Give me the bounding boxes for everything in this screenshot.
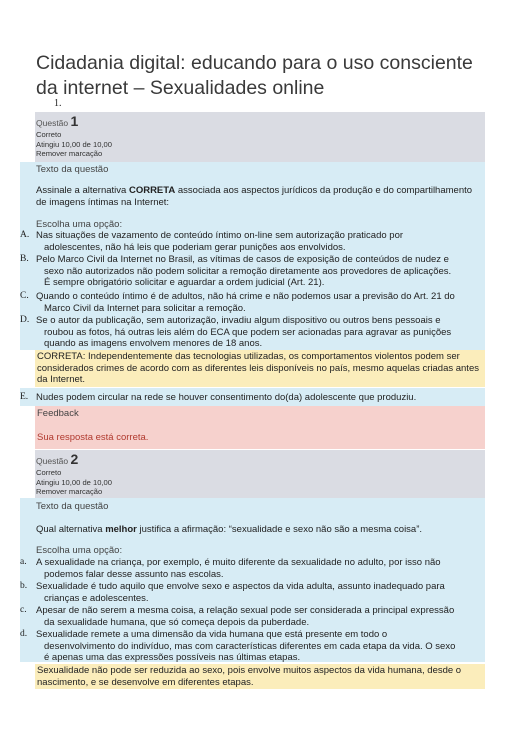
answer-option-c[interactable] — [20, 605, 460, 628]
question-status: Correto — [36, 130, 62, 139]
question-label: Questão — [36, 118, 69, 128]
answer-option-a[interactable] — [20, 557, 460, 580]
question-number: 2 — [70, 451, 79, 467]
option-text: Sexualidade remete a uma dimensão da vida humana que está presente em todo o desenvolvimento do indivíduo, mas com características diferentes em cada etapa da vida. O sexo é apenas uma das expressões possíveis nas últimas etapas. — [36, 629, 456, 663]
option-letter: C. — [20, 291, 29, 301]
question-label: Questão — [36, 456, 69, 466]
correct-answer-note: CORRETA: Independentemente das tecnologias utilizadas, os comportamentos violentos podem ser considerados crimes de acordo com as diferentes leis disponíveis no país, mesmo aquelas criadas antes da Internet. — [35, 350, 485, 387]
option-letter: a. — [20, 557, 27, 567]
question-score: Atingiu 10,00 de 10,00 — [36, 139, 113, 149]
option-letter: c. — [20, 605, 27, 615]
answer-option-e[interactable] — [20, 392, 460, 404]
option-text: Se o autor da publicação, sem autorização, invadiu algum dispositivo ou outros bens pessoais e roubou as fotos, há outras leis além do ECA que podem ser acionadas para agravar as punições quando as imagens envolvem menores de 18 anos. — [36, 315, 452, 349]
option-text: Sexualidade é tudo aquilo que envolve sexo e aspectos da vida adulta, assunto inadequado para crianças e adolescentes. — [36, 581, 445, 604]
question-number: 1 — [70, 113, 79, 129]
option-text: Nudes podem circular na rede se houver consentimento do(da) adolescente que produziu. — [36, 392, 417, 403]
answer-option-d[interactable] — [20, 629, 460, 664]
option-letter: b. — [20, 581, 28, 591]
question-text: Assinale a alternativa CORRETA associada aos aspectos jurídicos da produção e do compartilhamento de imagens íntimas na Internet: — [36, 185, 473, 208]
answer-option-b[interactable] — [20, 581, 460, 604]
question-text: Qual alternativa melhor justifica a afirmação: “sexualidade e sexo não são a mesma coisa”. — [36, 524, 423, 535]
list-marker: 1. — [54, 98, 62, 109]
question-score: Atingiu 10,00 de 10,00 — [36, 477, 113, 487]
answer-option-d[interactable] — [20, 315, 460, 350]
question-1-info — [35, 112, 485, 162]
remove-flag-link[interactable]: Remover marcação — [36, 149, 103, 158]
feedback-box — [35, 406, 485, 449]
question-text-label: Texto da questão — [36, 164, 109, 175]
correct-answer-note: Sexualidade não pode ser reduzida ao sexo, pois envolve muitos aspectos da vida humana, desde o nascimento, e se desenvolve em diferentes etapas. — [35, 664, 485, 689]
choose-option-label: Escolha uma opção: — [36, 545, 123, 556]
answer-option-a[interactable] — [20, 230, 460, 253]
option-letter: D. — [20, 315, 30, 325]
question-status: Correto — [36, 468, 62, 477]
question-text-label: Texto da questão — [36, 501, 109, 512]
option-letter: E. — [20, 392, 29, 402]
option-text: Pelo Marco Civil da Internet no Brasil, as vítimas de casos de exposição de conteúdos de nudez e sexo não autorizados não podem solicitar a remoção diretamente aos provedores de aplicações. É sempre obrigatório solicitar e aguardar a ordem judicial (Art. 21). — [36, 254, 452, 288]
option-text: A sexualidade na criança, por exemplo, é muito diferente da sexualidade no adulto, por isso não podemos falar desse assunto nas escolas. — [36, 557, 441, 580]
question-2-info — [35, 450, 485, 498]
option-letter: B. — [20, 254, 29, 264]
feedback-text: Sua resposta está correta. — [37, 432, 149, 443]
option-text: Nas situações de vazamento de conteúdo íntimo on-line sem autorização praticado por adolescentes, não há leis que poderiam gerar punições aos envolvidos. — [36, 230, 404, 253]
option-letter: A. — [20, 230, 30, 240]
option-text: Quando o conteúdo íntimo é de adultos, não há crime e não podemos usar a previsão do Art. 21 do Marco Civil da Internet para solicitar a remoção. — [36, 291, 455, 314]
option-letter: d. — [20, 629, 28, 639]
answer-option-c[interactable] — [20, 291, 460, 314]
remove-flag-link[interactable]: Remover marcação — [36, 487, 103, 496]
choose-option-label: Escolha uma opção: — [36, 219, 123, 230]
answer-option-b[interactable] — [20, 254, 460, 289]
feedback-title: Feedback — [37, 408, 79, 419]
page-title: Cidadania digital: educando para o uso consciente da internet – Sexualidades online — [36, 52, 473, 100]
option-text: Apesar de não serem a mesma coisa, a relação sexual pode ser considerada a principal expressão da sexualidade humana, que só começa depois da puberdade. — [36, 605, 455, 628]
